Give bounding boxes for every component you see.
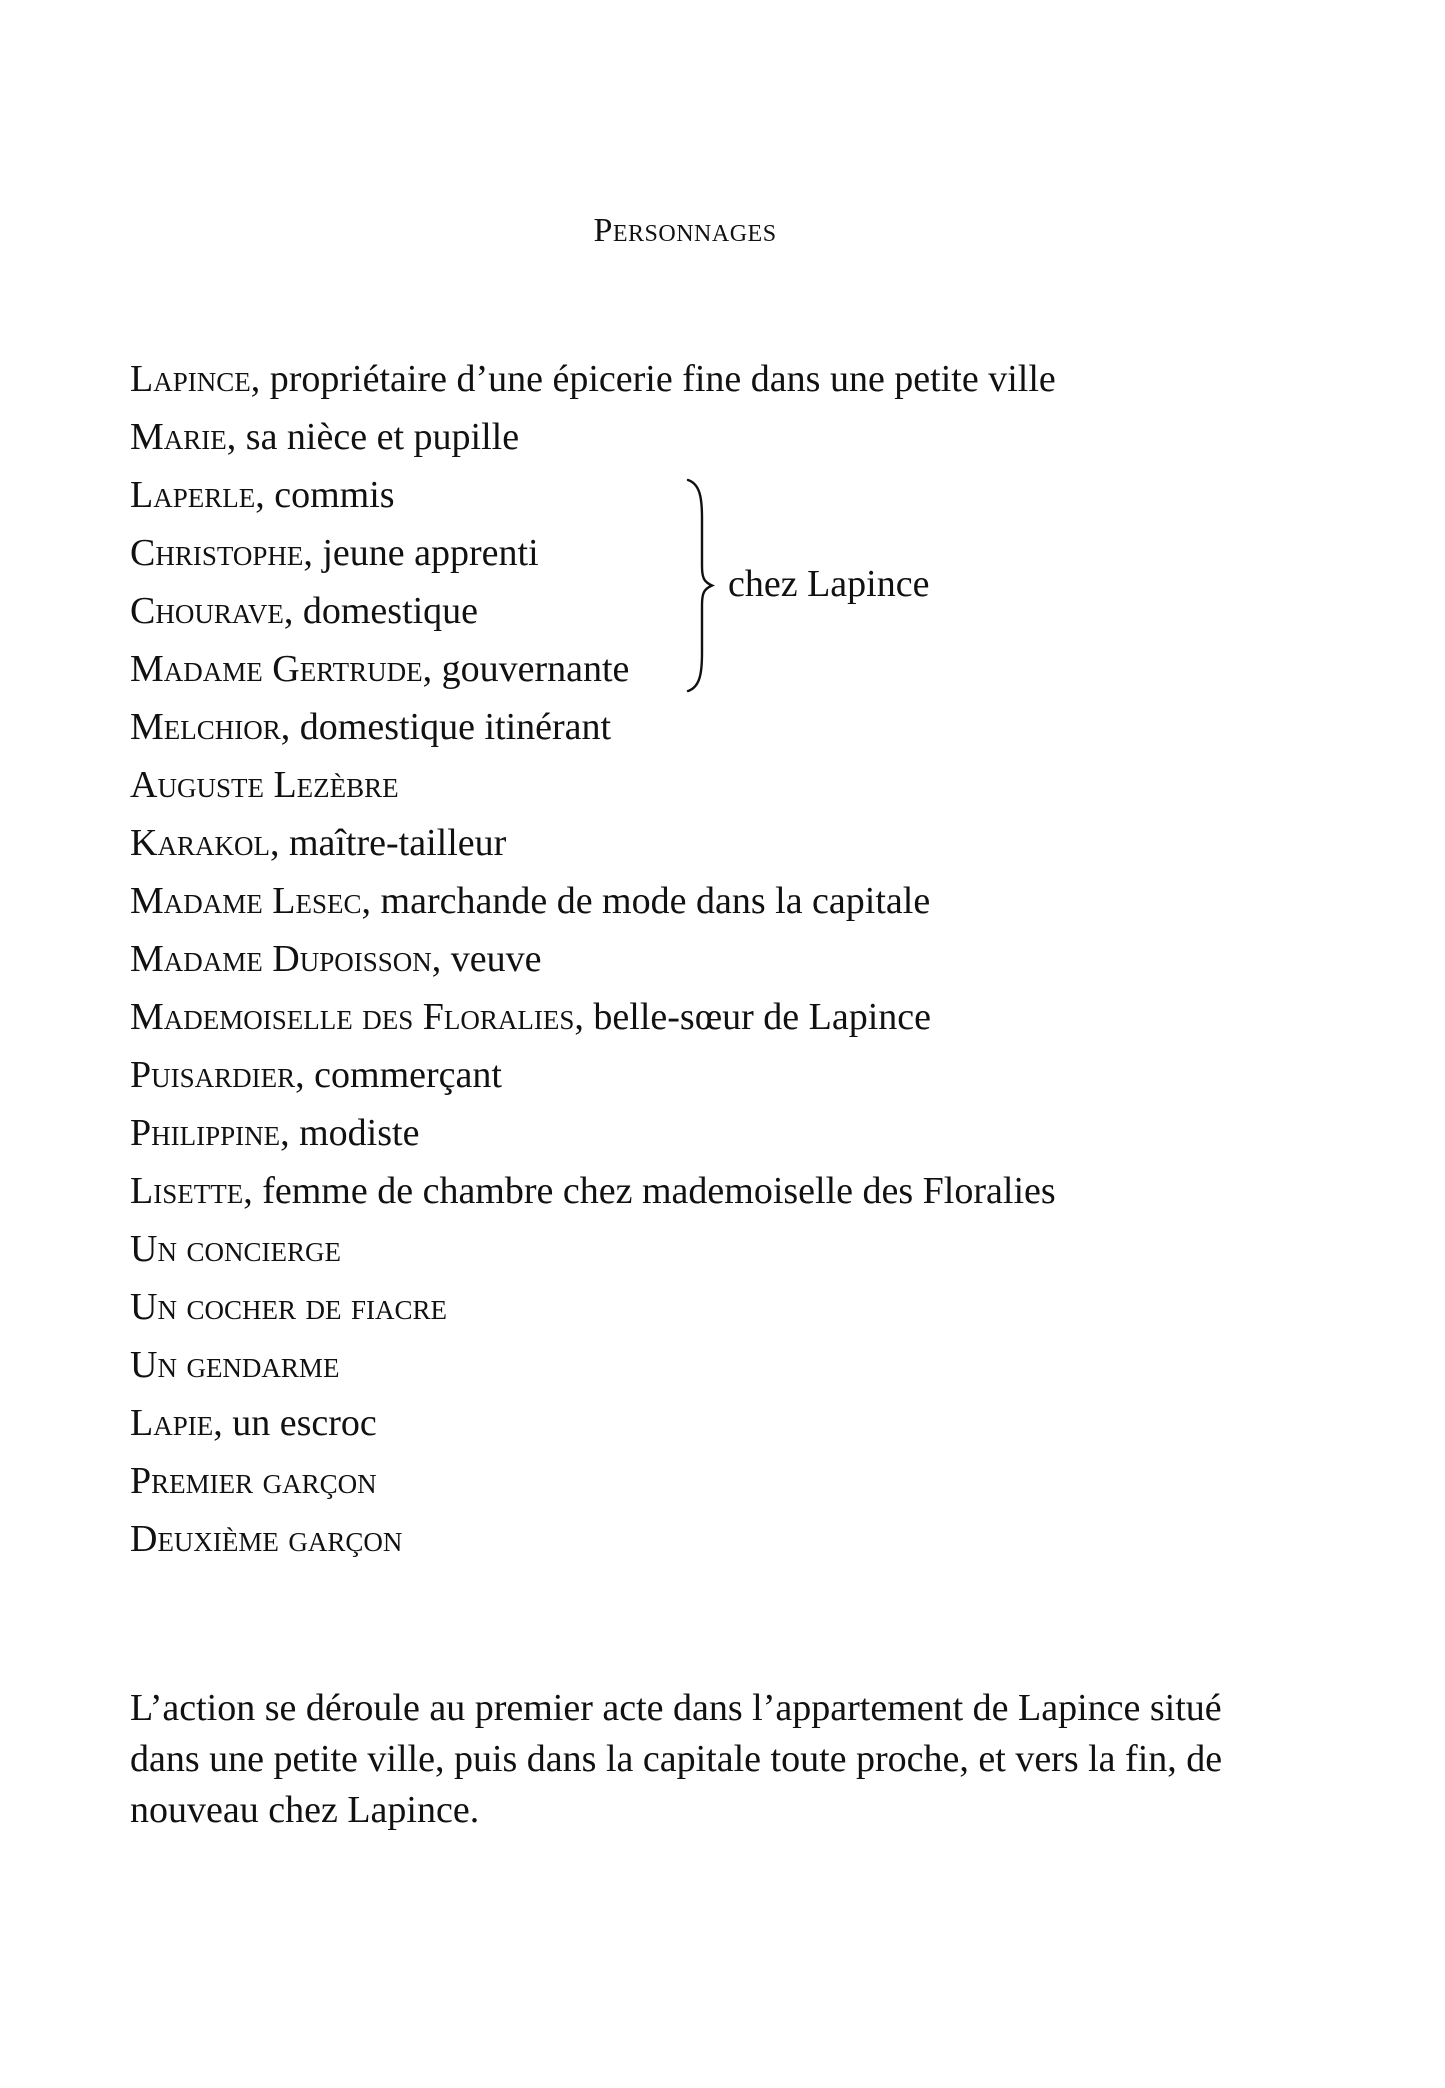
cast-item — [130, 1220, 1056, 1278]
cast-item — [130, 1336, 1056, 1394]
cast-item — [130, 1510, 1056, 1568]
character-description: , domestique itinérant — [280, 706, 612, 748]
character-description: , sa nièce et pupille — [226, 416, 520, 458]
character-name: Karakol — [130, 822, 270, 864]
cast-list — [130, 350, 1056, 1568]
character-name: Christophe — [130, 532, 304, 574]
character-name: Chourave — [130, 590, 284, 632]
cast-item — [130, 1162, 1056, 1220]
character-description: , un escroc — [213, 1402, 377, 1444]
character-name: Lapie — [130, 1402, 214, 1444]
cast-item — [130, 640, 1056, 698]
cast-item — [130, 988, 1056, 1046]
setting-paragraph: L’action se déroule au premier acte dans l’appartement de Lapince situé dans une petite ville, puis dans la capitale toute proche, et vers la fin, de nouveau chez Lapince. — [130, 1687, 1223, 1831]
character-name: Un gendarme — [130, 1344, 340, 1386]
character-description: , jeune apprenti — [303, 532, 539, 574]
cast-item — [130, 698, 1056, 756]
cast-item — [130, 408, 1056, 466]
character-description: , propriétaire d’une épicerie fine dans une petite ville — [250, 358, 1056, 400]
character-name: Madame Gertrude — [130, 648, 423, 690]
character-description: , domestique — [283, 590, 479, 632]
cast-item — [130, 1394, 1056, 1452]
character-name: Philippine — [130, 1112, 281, 1154]
character-name: Lapince — [130, 358, 251, 400]
cast-item — [130, 930, 1056, 988]
character-name: Premier garçon — [130, 1460, 377, 1502]
character-description: , femme de chambre chez mademoiselle des Floralies — [243, 1170, 1056, 1212]
character-description: , commerçant — [295, 1054, 502, 1096]
character-description: , maître-tailleur — [269, 822, 507, 864]
cast-item — [130, 466, 1056, 524]
character-name: Deuxième garçon — [130, 1518, 403, 1560]
character-name: Lisette — [130, 1170, 244, 1212]
character-description: , modiste — [280, 1112, 420, 1154]
character-name: Mademoiselle des Floralies — [130, 996, 575, 1038]
character-description: , gouvernante — [422, 648, 630, 690]
character-name: Un cocher de fiacre — [130, 1286, 447, 1328]
character-name: Melchior — [130, 706, 281, 748]
character-description: , veuve — [431, 938, 542, 980]
character-name: Marie — [130, 416, 227, 458]
page-title: Personnages — [593, 212, 777, 249]
cast-item — [130, 1104, 1056, 1162]
cast-item — [130, 814, 1056, 872]
character-name: Laperle — [130, 474, 256, 516]
cast-item — [130, 756, 1056, 814]
cast-item — [130, 350, 1056, 408]
brace-group-label: chez Lapince — [728, 563, 930, 605]
right-curly-brace-icon — [684, 478, 724, 693]
cast-item — [130, 1278, 1056, 1336]
cast-item — [130, 872, 1056, 930]
cast-item — [130, 1046, 1056, 1104]
character-description: , commis — [255, 474, 395, 516]
character-name: Puisardier — [130, 1054, 296, 1096]
character-name: Auguste Lezèbre — [130, 764, 399, 806]
character-description: , marchande de mode dans la capitale — [361, 880, 931, 922]
character-name: Madame Dupoisson — [130, 938, 432, 980]
cast-item — [130, 1452, 1056, 1510]
character-description: , belle-sœur de Lapince — [574, 996, 932, 1038]
character-name: Un concierge — [130, 1228, 341, 1270]
character-name: Madame Lesec — [130, 880, 362, 922]
